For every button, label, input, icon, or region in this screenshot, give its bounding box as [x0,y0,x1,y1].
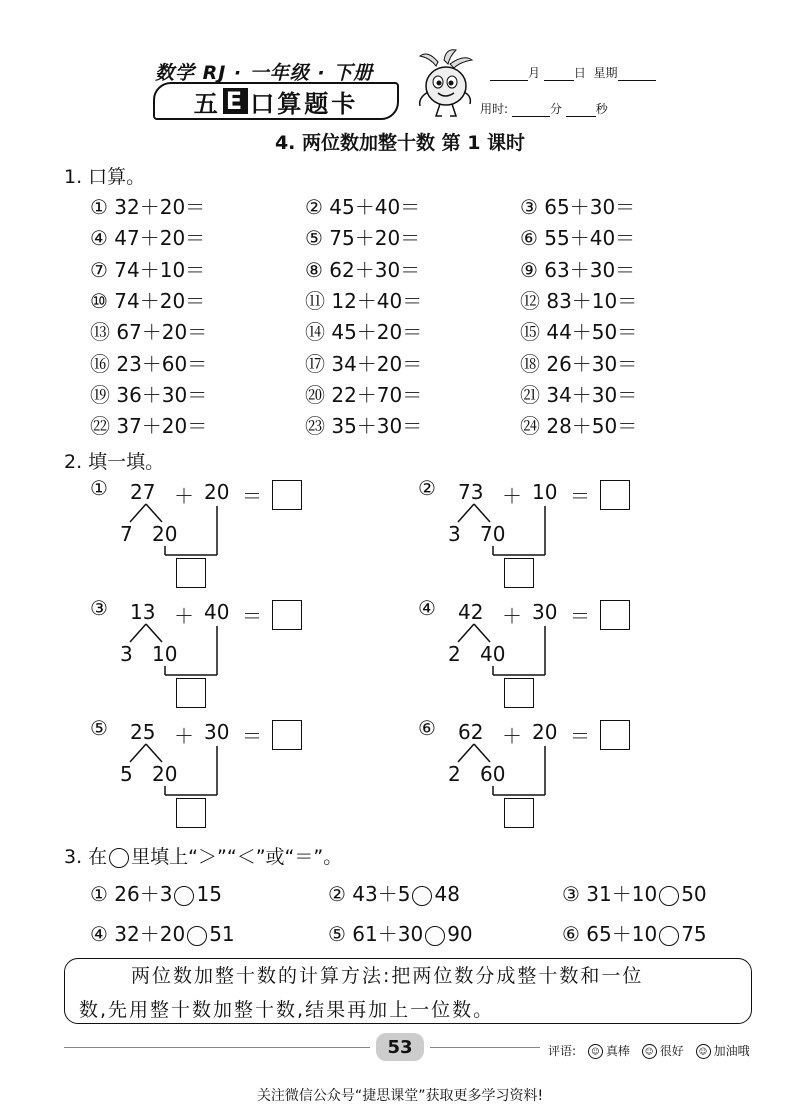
day-blank[interactable] [544,66,574,81]
answer-box[interactable] [272,720,302,750]
tip-line-2: 数,先用整十数加整十数,结果再加上一位数。 [79,999,495,1021]
plus-sign: ＋ [174,724,194,748]
page-number: 53 [376,1033,424,1061]
addend-b: 30 [532,600,558,624]
calc-item: ⑪ 12＋40＝ [305,288,423,313]
equals-sign: ＝ [242,604,262,628]
footer-rule-right [430,1047,540,1048]
eval-1: 真棒 [605,1044,630,1058]
calc-item: ③ 65＋30＝ [520,195,636,219]
split-line-left [458,624,474,642]
addend-a: 62 [458,720,484,744]
footer-rule-left [64,1047,370,1048]
calc-item: ⑨ 63＋30＝ [520,257,636,282]
eval-2: 很好 [659,1044,684,1058]
section3-title-pre: 3. 在 [64,846,108,868]
split-ones: 3 [448,522,461,546]
badge-pre: 五 [193,89,221,118]
equals-sign: ＝ [242,724,262,748]
week-blank[interactable] [618,66,656,81]
week-label: 星期 [593,66,618,80]
split-line-right [474,504,490,522]
calc-item: ⑤ 75＋20＝ [305,226,421,251]
split-ones: 2 [448,642,461,666]
addend-a: 13 [130,600,156,624]
calc-item: ⑰ 34＋20＝ [305,351,423,376]
plus-sign: ＋ [174,484,194,508]
split-line-left [130,504,146,522]
compare-right: 51 [209,922,235,946]
split-line-left [458,504,474,522]
lesson-title: 4. 两位数加整十数 第 1 课时 [274,132,526,154]
calc-item: ⑫ 83＋10＝ [520,288,638,313]
day-label: 日 [573,66,586,80]
split-lines [90,476,250,566]
compare-circle[interactable] [659,926,679,946]
equals-sign: ＝ [570,484,590,508]
compare-item [562,918,707,947]
smile-face-icon[interactable]: ☺ [588,1044,603,1059]
calc-item: ㉒ 37＋20＝ [90,414,208,439]
compare-item [328,918,473,947]
calc-item: ④ 47＋20＝ [90,226,206,251]
compare-circle[interactable] [412,886,432,906]
bottom-notice: 关注微信公众号“捷思课堂”获取更多学习资料! [256,1088,544,1104]
eval-label: 评语: [548,1044,577,1058]
section2-title: 2. 填一填。 [64,451,165,473]
plus-sign: ＋ [502,484,522,508]
addend-a: 27 [130,480,156,504]
problem-index: ③ [90,596,108,620]
split-line-right [474,624,490,642]
split-lines [418,476,578,566]
split-line-left [130,744,146,762]
addend-a: 25 [130,720,156,744]
split-line-left [130,624,146,642]
compare-circle[interactable] [425,926,445,946]
calc-item: ⑥ 55＋40＝ [520,226,636,251]
time-line [480,100,608,117]
split-line-left [458,744,474,762]
circle-icon [109,848,129,868]
section3-title-post: 里填上“＞”“＜”或“＝”。 [131,846,343,868]
compare-right: 50 [681,882,707,906]
split-ones: 2 [448,762,461,786]
calc-item: ㉓ 35＋30＝ [305,414,423,439]
calc-item: ㉑ 34＋30＝ [520,382,638,407]
calc-item: ⑲ 36＋30＝ [90,382,208,407]
cheer-face-icon[interactable]: ☺ [696,1044,711,1059]
problem-index: ② [418,476,436,500]
compare-left: ⑤ 61＋30 [328,922,424,946]
compare-left: ② 43＋5 [328,882,411,906]
addend-b: 10 [532,480,558,504]
method-tip-box [64,958,752,1024]
compare-right: 75 [681,922,707,946]
calc-item: ① 32＋20＝ [90,195,206,219]
happy-face-icon[interactable]: ☺ [642,1044,657,1059]
minute-blank[interactable] [512,102,550,117]
compare-left: ③ 31＋10 [562,882,658,906]
addend-b: 30 [204,720,230,744]
split-line-right [474,744,490,762]
tip-line-1: 两位数加整十数的计算方法:把两位数分成整十数和一位 [131,965,644,987]
section3-title [64,842,342,869]
minute-label: 分 [549,102,562,116]
compare-circle[interactable] [174,886,194,906]
compare-right: 48 [434,882,460,906]
split-ones: 7 [120,522,133,546]
compare-circle[interactable] [659,886,679,906]
answer-box[interactable] [272,600,302,630]
plus-sign: ＋ [174,604,194,628]
answer-box[interactable] [272,480,302,510]
calc-item: ⑩ 74＋20＝ [90,288,206,313]
problem-index: ⑥ [418,716,436,740]
date-line [490,64,656,81]
radish-mascot-icon [410,48,480,120]
calc-item: ⑱ 26＋30＝ [520,351,638,376]
split-tens: 40 [480,642,506,666]
split-ones: 3 [120,642,133,666]
compare-item [90,878,222,907]
compare-right: 90 [447,922,473,946]
compare-right: 15 [196,882,222,906]
plus-sign: ＋ [502,724,522,748]
calc-item: ㉔ 28＋50＝ [520,414,638,439]
addend-a: 42 [458,600,484,624]
compare-circle[interactable] [187,926,207,946]
calc-item: ⑦ 74＋10＝ [90,257,206,282]
split-lines [418,596,578,686]
split-tens: 70 [480,522,506,546]
answer-box[interactable] [600,480,630,510]
compare-item [90,918,235,947]
addend-b: 20 [532,720,558,744]
calc-item: ⑮ 44＋50＝ [520,320,638,345]
split-tens: 10 [152,642,178,666]
badge-post: 口算题卡 [250,89,359,118]
eval-3: 加油哦 [713,1044,750,1058]
equals-sign: ＝ [570,724,590,748]
evaluation [548,1042,750,1059]
split-lines [90,716,250,806]
problem-index: ① [90,476,108,500]
section1-title: 1. 口算。 [64,166,146,188]
compare-left: ⑥ 65＋10 [562,922,658,946]
plus-sign: ＋ [502,604,522,628]
second-blank[interactable] [566,102,596,117]
compare-left: ① 26＋3 [90,882,173,906]
problem-index: ④ [418,596,436,620]
time-label: 用时: [480,102,509,116]
calc-item: ⑯ 23＋60＝ [90,351,208,376]
split-ones: 5 [120,762,133,786]
calc-item: ⑬ 67＋20＝ [90,320,208,345]
split-line-right [146,504,162,522]
addend-b: 20 [204,480,230,504]
split-line-right [146,624,162,642]
addend-a: 73 [458,480,484,504]
month-label: 月 [528,66,541,80]
answer-box[interactable] [600,600,630,630]
header-subject: 数学 RJ · 一年级 · 下册 [155,62,374,84]
month-blank[interactable] [490,66,528,81]
calc-item: ⑭ 45＋20＝ [305,320,423,345]
calc-item: ⑳ 22＋70＝ [305,382,423,407]
equals-sign: ＝ [570,604,590,628]
equals-sign: ＝ [242,484,262,508]
compare-left: ④ 32＋20 [90,922,186,946]
calc-item: ② 45＋40＝ [305,195,421,219]
problem-index: ⑤ [90,716,108,740]
split-lines [418,716,578,806]
split-tens: 20 [152,762,178,786]
split-line-right [146,744,162,762]
answer-box[interactable] [600,720,630,750]
split-tens: 20 [152,522,178,546]
header-badge [153,82,399,120]
badge-e: E [223,88,248,114]
compare-item [562,878,707,907]
split-lines [90,596,250,686]
calc-item: ⑧ 62＋30＝ [305,257,421,282]
addend-b: 40 [204,600,230,624]
second-label: 秒 [595,102,608,116]
compare-item [328,878,460,907]
split-tens: 60 [480,762,506,786]
